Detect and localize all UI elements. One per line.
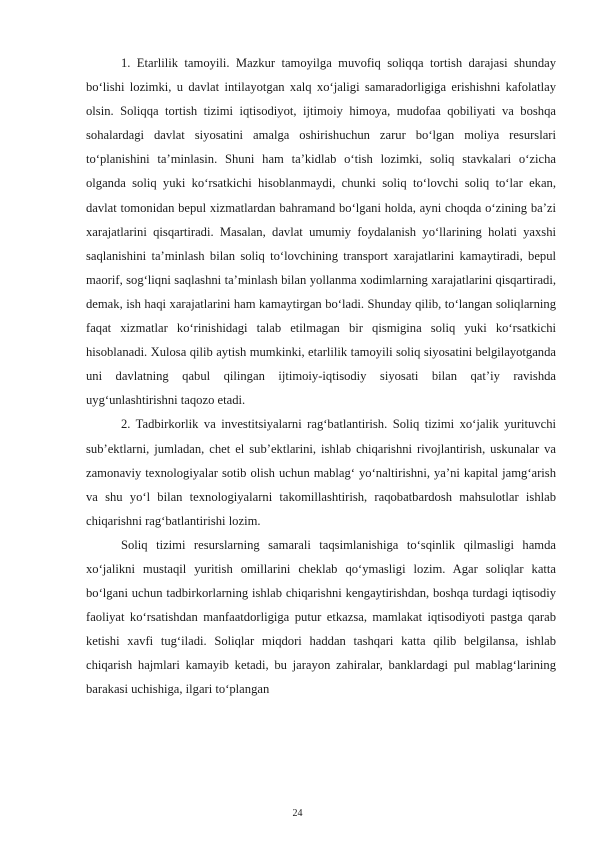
document-body: [86, 51, 556, 702]
paragraph-2: 2. Tadbirkorlik va investitsiyalarni rag‘batlantirish. Soliq tizimi xo‘jalik yurituvchi sub’ektlarni, jumladan, chet el sub’ektlarini, ishlab chiqarishni rivojlantirish, uskunalar va zamonaviy texnologiyalar sotib olish uchun mablag‘ yo‘naltirishni, ya’ni kapital jamg‘arish va shu yo‘l bilan texnologiyalarni takomillashtirish, raqobatbardosh mahsulotlar ishlab chiqarishni rag‘batlantirishi lozim.: [86, 417, 556, 528]
paragraph-3: Soliq tizimi resurslarning samarali taqsimlanishiga to‘sqinlik qilmasligi hamda xo‘jalikni mustaqil yuritish omillarini cheklab qo‘ymasligi lozim. Agar soliqlar katta bo‘lgani uchun tadbirkorlarning ishlab chiqarishni kengaytirishdan, boshqa turdagi iqtisodiy faoliyat ko‘rsatishdan manfaatdorligiga putur etkazsa, mamlakat iqtisodiyoti pastga qarab ketishi xavfi tug‘iladi. Soliqlar miqdori haddan tashqari katta qilib belgilansa, ishlab chiqarish hajmlari kamayib ketadi, bu jarayon zahiralar, banklardagi pul mablag‘larining barakasi uchishiga, ilgari to‘plangan: [86, 537, 556, 697]
paragraph-1: 1. Etarlilik tamoyili. Mazkur tamoyilga muvofiq soliqqa tortish darajasi shunday bo‘lishi lozimki, u davlat intilayotgan xalq xo‘jaligi samaradorligiga erishishni kafolatlay olsin. Soliqqa tortish tizimi iqtisodiyot, ijtimoiy himoya, mudofaa qobiliyati va boshqa sohalardagi davlat siyosatini amalga oshirishuchun zarur bo‘lgan moliya resurslari to‘planishini ta’minlasin. Shuni ham ta’kidlab o‘tish lozimki, soliq stavkalari o‘zicha olganda soliq yuki ko‘rsatkichi hisoblanmaydi, chunki soliq to‘lovchi soliq to‘lar ekan, davlat tomonidan bepul xizmatlardan bahramand bo‘lgani holda, ayni choqda o‘zining ba’zi xarajatlarini qisqartiradi. Masalan, davlat umumiy foydalanish yo‘llarining holati yaxshi saqlanishini ta’minlash bilan soliq to‘lovchining transport xarajatlarini kamaytiradi, bepul maorif, sog‘liqni saqlashni ta’minlash bilan yollanma xodimlarning xarajatlarini qisqartiradi, demak, ish haqi xarajatlarini ham kamaytirgan bo‘ladi. Shunday qilib, to‘langan soliqlarning faqat xizmatlar ko‘rinishidagi talab etilmagan bir qismigina soliq yuki ko‘rsatkichi hisoblanadi. Xulosa qilib aytish mumkinki, etarlilik tamoyili soliq siyosatini belgilayotganda uni davlatning qabul qilingan ijtimoiy-iqtisodiy siyosati bilan qat’iy ravishda uyg‘unlashtirishni taqozo etadi.: [86, 56, 556, 408]
page-number: 24: [292, 808, 303, 819]
